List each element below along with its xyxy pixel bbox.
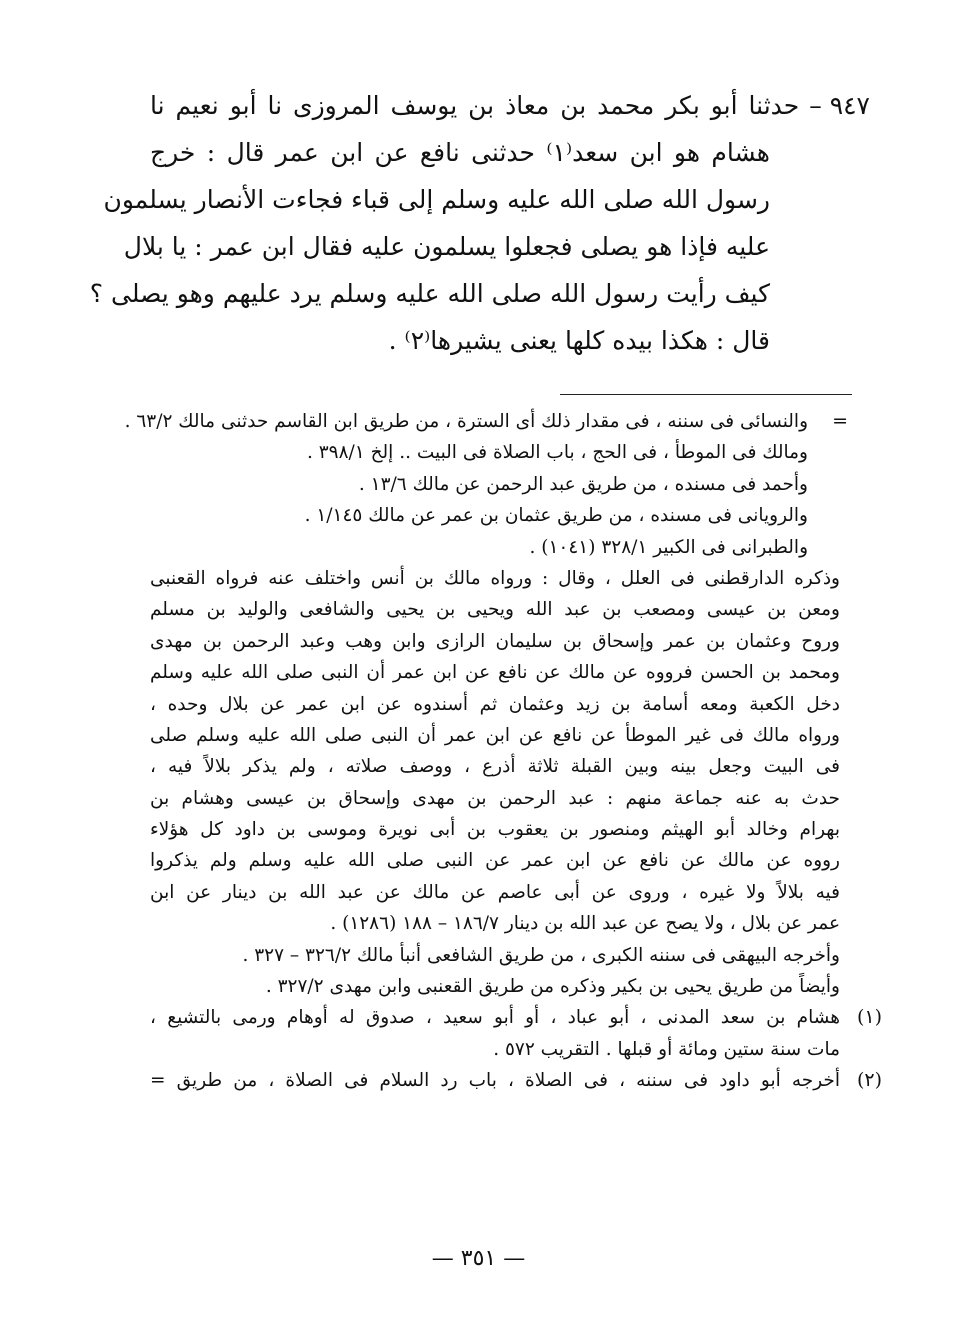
footnote-line: وأخرجه البيهقى فى سننه الكبرى ، من طريق الشافعى أنبأ مالك ٣٢٦/٢ – ٣٢٧ . — [242, 944, 840, 966]
footnotes — [124, 406, 882, 1097]
hadith-line-3: رسول الله صلى الله عليه وسلم إلى قباء فجاءت الأنصار يسلمون — [103, 185, 770, 214]
page-number: — ٣٥١ — — [431, 1246, 526, 1271]
hadith-line-4: عليه فإذا هو يصلى فجعلوا يسلمون عليه فقال ابن عمر : يا بلال — [123, 232, 770, 261]
footnote-line: وروح وعثمان بن عمر وإسحاق بن سليمان الرازى وابن وهب وعبد الرحمن بن مهدى — [150, 630, 840, 652]
hadith-line-2: هشام هو ابن سعد⁽١⁾ حدثنى نافع عن ابن عمر قال : خرج — [150, 138, 770, 167]
footnote-line: رووه عن مالك عن نافع عن ابن عمر عن النبى صلى الله عليه وسلم ولم يذكروا — [150, 850, 840, 872]
footnote-1-line: مات سنة ستين ومائة أو قبلها . التقريب ٥٧٢ . — [493, 1038, 840, 1060]
footnote-line: فى البيت وجعل بينه وبين القبلة ثلاثة أذرع ، ووصف صلاته ، ولم يذكر بلالاً فيه ، — [150, 756, 840, 778]
hadith-line-6: قال : هكذا بيده كلها يعنى يشيرها⁽٢⁾ . — [388, 326, 770, 355]
footnote-line: دخل الكعبة ومعه أسامة بن زيد وعثمان ثم أسندوه عن ابن عمر عن بلال وحده ، — [150, 693, 840, 715]
footnote-line: وأيضاً من طريق يحيى بن بكير وذكره من طريق القعنبى وابن مهدى ٣٢٧/٢ . — [265, 976, 840, 998]
footnote-line: حدث به عنه جماعة منهم : عبد الرحمن بن مهدى وإسحاق بن عيسى وهشام بن — [150, 787, 840, 809]
footnote-line: بهرام وخالد أبو الهيثم ومنصور بن يعقوب بن أبى نويرة وموسى بن داود كل هؤلاء — [150, 819, 840, 841]
footnote-line: والطبرانى فى الكبير ٣٢٨/١ (١٠٤١) . — [529, 536, 808, 558]
footnote-line: فيه بلالاً ولا غيره ، وروى عن أبى عاصم عن مالك عن عبد الله بن دينار عن ابن — [150, 881, 840, 903]
footnote-line: = والنسائى فى سننه ، فى مقدار ذلك أى السترة ، من طريق ابن القاسم حدثنى مالك ٦٣/٢ . — [150, 406, 808, 437]
footnote-line: ومحمد بن الحسن فرووه عن مالك عن نافع عن ابن عمر أن النبى صلى الله عليه وسلم — [150, 662, 840, 684]
footnote-line: وذكره الدارقطنى فى العلل ، وقال : ورواه مالك بن أنس واختلف عنه فرواه القعنبى — [150, 567, 840, 589]
footnote-2: (٢) أخرجه أبو داود فى سننه ، فى الصلاة ، باب رد السلام فى الصلاة ، من طريق = — [150, 1065, 840, 1096]
footnote-line: ورواه مالك فى غير الموطأ عن نافع عن ابن عمر أن النبى صلى الله عليه وسلم صلى — [150, 724, 840, 746]
hadith-line-5: كيف رأيت رسول الله صلى الله عليه وسلم يرد عليهم وهو يصلى ؟ — [89, 279, 770, 308]
footnote-line: وأحمد فى مسنده ، من طريق عبد الرحمن عن مالك ١٣/٦ . — [358, 473, 808, 495]
hadith-number: ٩٤٧ – — [809, 91, 870, 120]
footnote-1: (١) هشام بن سعد المدنى ، أبو عباد ، أو أبو سعيد ، صدوق له أوهام ورمى بالتشيع ، — [150, 1002, 840, 1033]
footnote-1-marker: (١) — [856, 1006, 882, 1029]
footnote-separator — [560, 394, 852, 395]
footnote-line: ومالك فى الموطأ ، فى الحج ، باب الصلاة فى البيت .. إلخ ٣٩٨/١ . — [306, 442, 808, 464]
hadith-block — [89, 82, 870, 364]
footnote-line: عمر عن بلال ، ولا يصح عن عبد الله بن دينار ١٨٦/٧ – ١٨٨ (١٢٨٦) . — [330, 913, 840, 935]
footnote-line: والرويانى فى مسنده ، من طريق عثمان بن عمر عن مالك ١/١٤٥ . — [304, 505, 808, 527]
footnote-2-marker: (٢) — [856, 1069, 882, 1092]
continuation-marker: = — [832, 410, 848, 432]
hadith-line-1: ٩٤٧ –حدثنا أبو بكر محمد بن معاذ بن يوسف المروزى نا أبو نعيم نا — [150, 82, 870, 129]
footnote-line: ومعن بن عيسى ومصعب بن عبد الله ويحيى بن يحيى والشافعى والوليد بن مسلم — [150, 599, 840, 621]
